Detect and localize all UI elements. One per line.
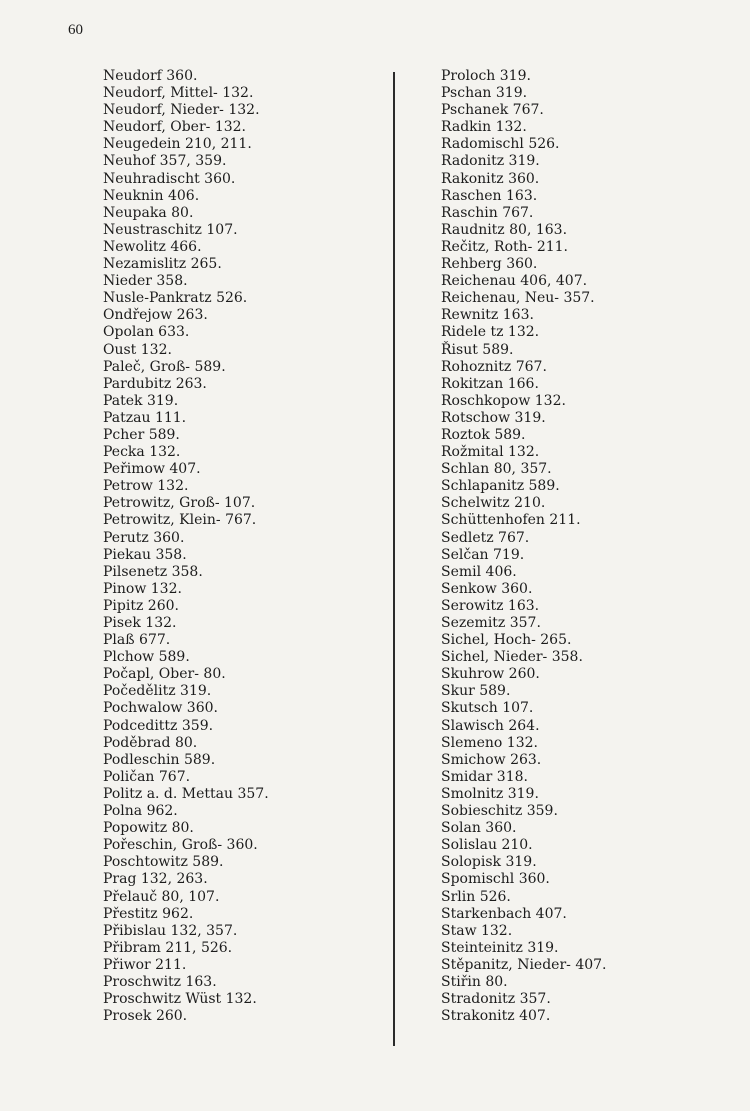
index-entry: Srlin 526.	[441, 888, 511, 905]
index-entry: Radomischl 526.	[441, 136, 560, 153]
index-entry: Radkin 132.	[441, 119, 527, 136]
index-entry: Proschwitz 163.	[103, 973, 217, 990]
index-entry: Neugedein 210, 211.	[103, 136, 252, 153]
index-entry: Pořeschin, Groß- 360.	[103, 837, 258, 854]
index-entry: Neudorf, Nieder- 132.	[103, 102, 260, 119]
index-entry: Radonitz 319.	[441, 153, 540, 170]
index-entry: Stěpanitz, Nieder- 407.	[441, 956, 607, 973]
index-entry: Schlan 80, 357.	[441, 461, 552, 478]
index-entry: Schelwitz 210.	[441, 495, 546, 512]
index-entry: Nusle-Pankratz 526.	[103, 290, 248, 307]
index-entry: Newolitz 466.	[103, 238, 202, 255]
index-entry: Petrow 132.	[103, 478, 189, 495]
index-entry: Pschan 319.	[441, 85, 528, 102]
index-entry: Sichel, Hoch- 265.	[441, 632, 572, 649]
index-entry: Pilsenetz 358.	[103, 563, 203, 580]
index-entry: Strakonitz 407.	[441, 1008, 551, 1025]
index-entry: Piekau 358.	[103, 546, 187, 563]
index-entry: Perutz 360.	[103, 529, 185, 546]
index-entry: Politz a. d. Mettau 357.	[103, 785, 269, 802]
index-entry: Neupaka 80.	[103, 204, 194, 221]
index-entry: Selčan 719.	[441, 546, 525, 563]
index-column-right	[441, 68, 607, 1025]
index-entry: Semil 406.	[441, 563, 517, 580]
index-entry: Starkenbach 407.	[441, 905, 567, 922]
index-entry: Spomischl 360.	[441, 871, 550, 888]
index-entry: Skuhrow 260.	[441, 666, 540, 683]
index-column-left	[103, 68, 269, 1025]
index-entry: Solan 360.	[441, 820, 517, 837]
index-entry: Neudorf, Mittel- 132.	[103, 85, 254, 102]
index-entry: Roschkopow 132.	[441, 392, 566, 409]
index-entry: Přelauč 80, 107.	[103, 888, 220, 905]
index-entry: Rehberg 360.	[441, 256, 538, 273]
index-entry: Neudorf 360.	[103, 68, 198, 84]
index-entry: Petrowitz, Groß- 107.	[103, 495, 256, 512]
index-entry: Patek 319.	[103, 392, 179, 409]
index-entry: Rakonitz 360.	[441, 170, 540, 187]
index-entry: Plaß 677.	[103, 632, 171, 649]
index-entry: Pardubitz 263.	[103, 375, 207, 392]
index-entry: Raschen 163.	[441, 187, 538, 204]
index-entry: Přiwor 211.	[103, 956, 187, 973]
index-entry: Solopisk 319.	[441, 854, 537, 871]
index-entry: Raudnitz 80, 163.	[441, 221, 568, 238]
index-entry: Přibram 211, 526.	[103, 939, 233, 956]
index-entry: Petrowitz, Klein- 767.	[103, 512, 257, 529]
index-entry: Schlapanitz 589.	[441, 478, 560, 495]
index-entry: Reichenau, Neu- 357.	[441, 290, 595, 307]
index-entry: Poličan 767.	[103, 768, 191, 785]
index-entry: Sedletz 767.	[441, 529, 530, 546]
index-entry: Senkow 360.	[441, 580, 533, 597]
index-entry: Neuhof 357, 359.	[103, 153, 227, 170]
index-entry: Neuknin 406.	[103, 187, 200, 204]
index-entry: Smidar 318.	[441, 768, 528, 785]
index-entry: Sobieschitz 359.	[441, 803, 558, 820]
index-entry: Neustraschitz 107.	[103, 221, 238, 238]
index-entry: Rečitz, Roth- 211.	[441, 238, 569, 255]
index-entry: Patzau 111.	[103, 409, 187, 426]
index-entry: Pcher 589.	[103, 426, 180, 443]
index-entry: Přibislau 132, 357.	[103, 922, 238, 939]
index-entry: Popowitz 80.	[103, 820, 194, 837]
index-entry: Pinow 132.	[103, 580, 182, 597]
index-entry: Poschtowitz 589.	[103, 854, 224, 871]
index-entry: Podleschin 589.	[103, 751, 216, 768]
index-entry: Pecka 132.	[103, 444, 181, 461]
index-entry: Pisek 132.	[103, 615, 177, 631]
index-entry: Neuhradischt 360.	[103, 170, 236, 187]
index-entry: Rohoznitz 767.	[441, 358, 547, 375]
index-entry: Poděbrad 80.	[103, 734, 198, 751]
index-entry: Podcedittz 359.	[103, 717, 214, 734]
index-entry: Slawisch 264.	[441, 717, 540, 734]
index-entry: Stiřin 80.	[441, 973, 508, 990]
index-entry: Počedělitz 319.	[103, 683, 212, 700]
index-entry: Nieder 358.	[103, 273, 188, 290]
index-entry: Polna 962.	[103, 803, 178, 820]
index-entry: Smichow 263.	[441, 751, 542, 768]
index-entry: Plchow 589.	[103, 649, 190, 666]
index-entry: Proschwitz Wüst 132.	[103, 991, 257, 1008]
index-entry: Slemeno 132.	[441, 734, 538, 751]
index-entry: Počapl, Ober- 80.	[103, 666, 226, 683]
index-entry: Staw 132.	[441, 922, 513, 939]
index-entry: Smolnitz 319.	[441, 785, 539, 802]
index-entry: Prag 132, 263.	[103, 871, 208, 888]
column-divider	[393, 72, 395, 1046]
index-entry: Rotschow 319.	[441, 409, 546, 426]
index-entry: Neudorf, Ober- 132.	[103, 119, 246, 136]
index-entry: Pipitz 260.	[103, 597, 179, 614]
index-entry: Rožmital 132.	[441, 444, 540, 461]
index-entry: Schüttenhofen 211.	[441, 512, 581, 529]
index-entry: Steinteinitz 319.	[441, 939, 559, 956]
index-entry: Rokitzan 166.	[441, 375, 539, 392]
index-entry: Řisut 589.	[441, 341, 514, 358]
index-entry: Skur 589.	[441, 683, 511, 700]
index-entry: Serowitz 163.	[441, 597, 540, 614]
index-entry: Solislau 210.	[441, 837, 533, 854]
index-entry: Pochwalow 360.	[103, 700, 218, 717]
index-entry: Skutsch 107.	[441, 700, 534, 717]
index-entry: Opolan 633.	[103, 324, 190, 341]
index-entry: Sezemitz 357.	[441, 615, 541, 631]
page-number: 60	[68, 22, 83, 38]
index-entry: Sichel, Nieder- 358.	[441, 649, 583, 666]
index-entry: Raschin 767.	[441, 204, 534, 221]
index-entry: Stradonitz 357.	[441, 991, 551, 1008]
index-entry: Ridele tz 132.	[441, 324, 540, 341]
index-entry: Pschanek 767.	[441, 102, 544, 119]
index-entry: Přestitz 962.	[103, 905, 194, 922]
index-entry: Nezamislitz 265.	[103, 256, 222, 273]
index-entry: Oust 132.	[103, 341, 172, 358]
index-entry: Roztok 589.	[441, 426, 526, 443]
index-entry: Proloch 319.	[441, 68, 531, 84]
index-entry: Ondřejow 263.	[103, 307, 208, 324]
index-entry: Peřimow 407.	[103, 461, 201, 478]
index-entry: Rewnitz 163.	[441, 307, 534, 324]
index-entry: Reichenau 406, 407.	[441, 273, 588, 290]
index-entry: Prosek 260.	[103, 1008, 188, 1025]
index-entry: Paleč, Groß- 589.	[103, 358, 226, 375]
